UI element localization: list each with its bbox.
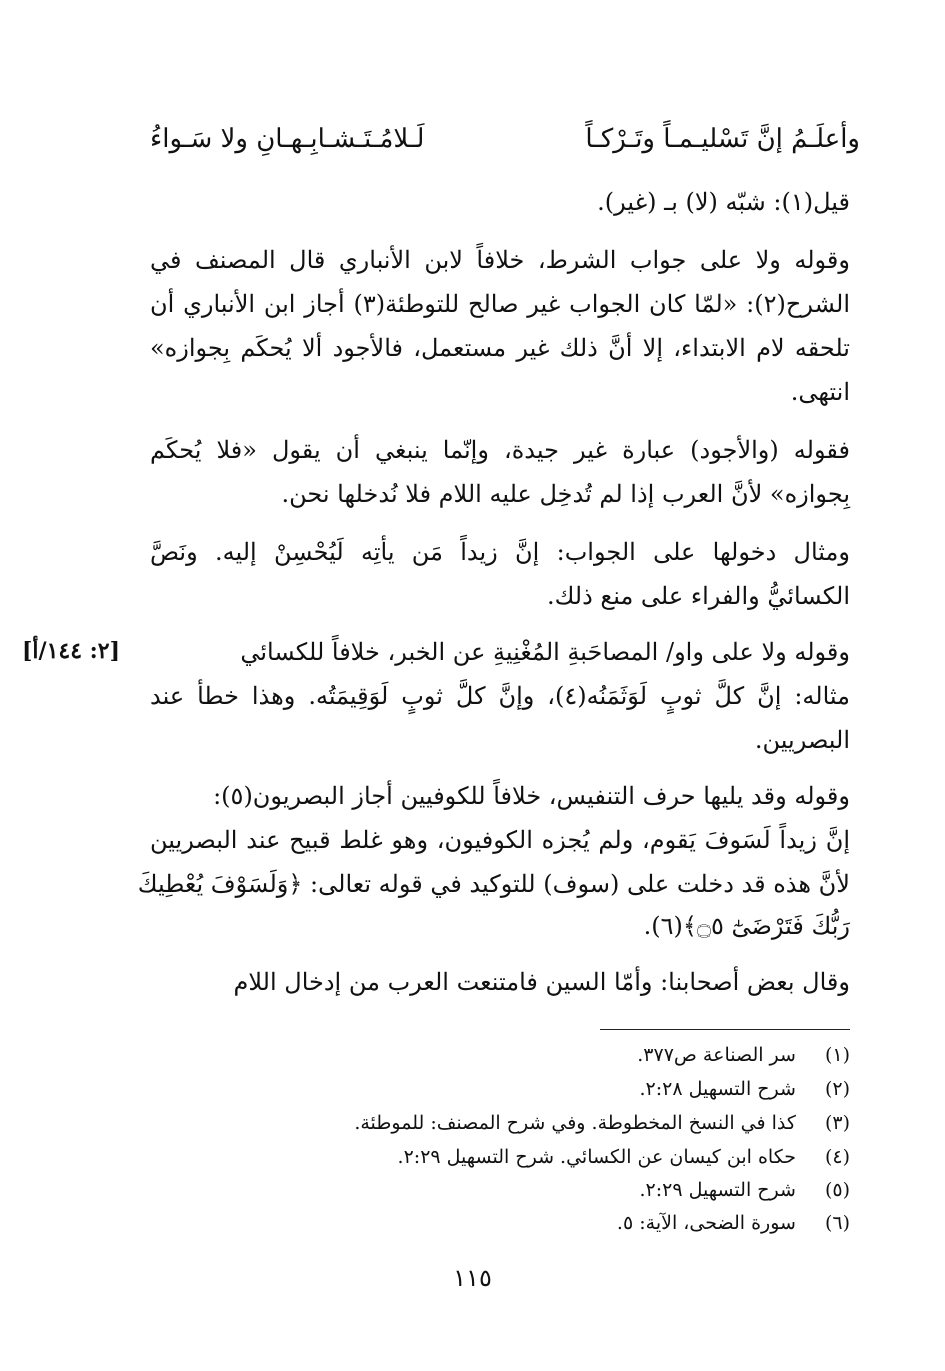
body-line: إنَّ زيداً لَسَوفَ يَقوم، ولم يُجزه الكوفيون، وهو غلط قبيح عند البصريين bbox=[150, 826, 850, 854]
footnote-text: حكاه ابن كيسان عن الكسائي. شرح التسهيل ٢:٢٩. bbox=[397, 1146, 796, 1168]
footnote bbox=[150, 1112, 850, 1134]
footnote-text: شرح التسهيل ٢:٢٨. bbox=[639, 1078, 796, 1100]
footnote bbox=[150, 1179, 850, 1201]
footnote bbox=[150, 1078, 850, 1100]
body-line: فقوله (والأجود) عبارة غير جيدة، وإنّما ينبغي أن يقول «فلا يُحكَم bbox=[150, 436, 850, 464]
page-number: ١١٥ bbox=[453, 1264, 492, 1292]
body-line: تلحقه لام الابتداء، إلا أنَّ ذلك غير مستعمل، فالأجود ألا يُحكَم بِجوازه» bbox=[150, 334, 850, 362]
verse-first-hemistich: وأعلَـمُ إنَّ تَسْليـمـاً وتَـرْكـاً bbox=[585, 124, 860, 154]
footnote-number: (١) bbox=[824, 1044, 850, 1066]
footnote-text: شرح التسهيل ٢:٢٩. bbox=[639, 1179, 796, 1201]
body-line: انتهى. bbox=[790, 378, 850, 406]
body-line: وقوله ولا على جواب الشرط، خلافاً لابن الأنباري قال المصنف في bbox=[150, 246, 850, 274]
body-line: لأنَّ هذه قد دخلت على (سوف) للتوكيد في قوله تعالى: ﴿وَلَسَوْفَ يُعْطِيكَ bbox=[137, 870, 850, 898]
footnote-separator bbox=[600, 1029, 850, 1030]
footnote-text: كذا في النسخ المخطوطة. وفي شرح المصنف: للموطئة. bbox=[354, 1112, 796, 1134]
footnote-number: (٥) bbox=[824, 1179, 850, 1201]
verse-second-hemistich: لَـلامُـتَـشـابِـهـانِ ولا سَـواءُ bbox=[150, 124, 425, 154]
poetry-verse bbox=[150, 124, 860, 168]
body-line: وقوله وقد يليها حرف التنفيس، خلافاً للكوفيين أجاز البصريون(٥): bbox=[213, 782, 850, 810]
body-line: مثاله: إنَّ كلَّ ثوبٍ لَوَثَمَنُه(٤)، وإنَّ كلَّ ثوبٍ لَوَقِيمَتُه. وهذا خطأ عند bbox=[150, 682, 850, 710]
quran-verse-line: رَبُّكَ فَتَرْضَىٰٓ ۝٥﴾(٦). bbox=[643, 912, 850, 940]
body-line: الشرح(٢): «لمّا كان الجواب غير صالح للتوطئة(٣) أجاز ابن الأنباري أن bbox=[150, 290, 850, 318]
footnote-text: سورة الضحى، الآية: ٥. bbox=[616, 1212, 796, 1234]
footnote-number: (٤) bbox=[824, 1146, 850, 1168]
body-line: البصريين. bbox=[754, 726, 850, 754]
body-line: وقوله ولا على واو/ المصاحَبةِ المُغْنِيةِ عن الخبر، خلافاً للكسائي bbox=[240, 638, 850, 666]
footnote bbox=[150, 1044, 850, 1066]
footnote-number: (٢) bbox=[824, 1078, 850, 1100]
manuscript-folio-marker: [٢: ١٤٤/أ] bbox=[22, 638, 121, 664]
body-line: الكسائيُّ والفراء على منع ذلك. bbox=[546, 582, 850, 610]
body-line: وقال بعض أصحابنا: وأمّا السين فامتنعت العرب من إدخال اللام bbox=[233, 968, 850, 996]
body-line: ومثال دخولها على الجواب: إنَّ زيداً مَن يأتِه لَيُحْسِنْ إليه. ونَصَّ bbox=[150, 538, 850, 566]
body-line: قيل(١): شبّه (لا) بـ (غير). bbox=[597, 188, 850, 216]
footnote-number: (٦) bbox=[824, 1212, 850, 1234]
footnote bbox=[150, 1212, 850, 1234]
footnote bbox=[150, 1146, 850, 1168]
footnote-text: سر الصناعة ص٣٧٧. bbox=[637, 1044, 796, 1066]
body-line: بِجوازه» لأنَّ العرب إذا لم تُدخِل عليه اللام فلا نُدخلها نحن. bbox=[281, 480, 850, 508]
footnote-number: (٣) bbox=[824, 1112, 850, 1134]
